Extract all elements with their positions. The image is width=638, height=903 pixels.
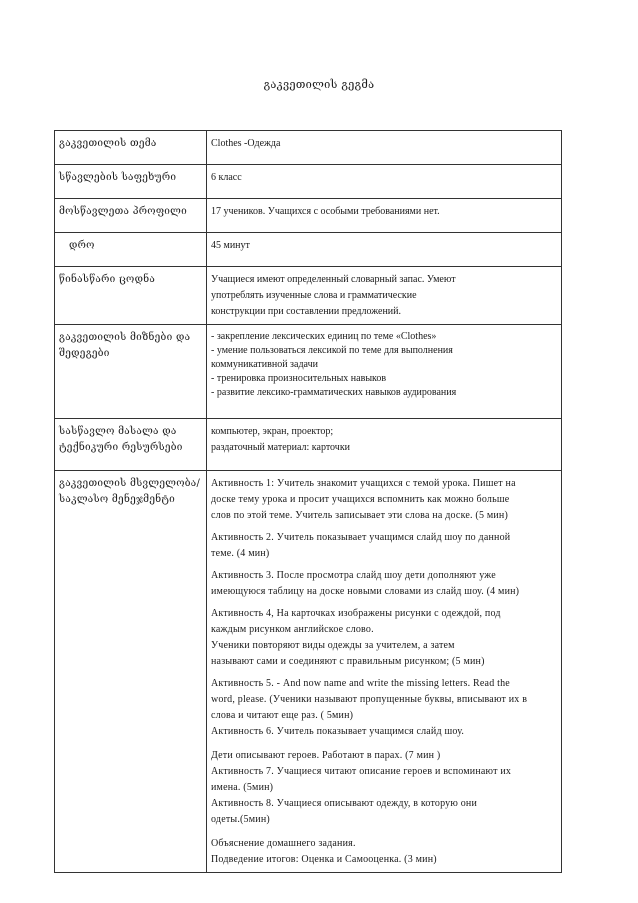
row-label-resources: სასწავლო მასალა და ტექნიკური რესურსები xyxy=(55,419,207,471)
text-line: Активность 2. Учитель показывает учащимся слайд шоу по данной xyxy=(211,532,511,543)
table-row xyxy=(55,471,562,873)
text-line: Учащиеся имеют определенный словарный запас. Умеют xyxy=(211,274,456,285)
text-line: слов по этой теме. Учитель записывает эти слова на доске. (5 мин) xyxy=(211,510,509,521)
text-line: word, please. (Ученики называют пропущенные буквы, вписывают их в xyxy=(211,694,528,705)
text-line: Активность 4, На карточках изображены рисунки с одеждой, под xyxy=(211,608,501,619)
text-line: компьютер, экран, проектор; xyxy=(211,426,334,437)
row-value-goals xyxy=(207,325,562,419)
text-line xyxy=(211,740,557,748)
row-label-level: სწავლების საფეხური xyxy=(55,165,207,199)
row-value-profile: 17 учеников. Учащихся с особыми требованиями нет. xyxy=(207,199,562,233)
text-line: Активность 3. После просмотра слайд шоу дети дополняют уже xyxy=(211,570,496,581)
text-line: называют сами и соединяют с правильным рисунком; (5 мин) xyxy=(211,656,485,667)
table-row xyxy=(55,131,562,165)
text-line: конструкции при составлении предложений. xyxy=(211,306,402,317)
text-line: раздаточный материал: карточки xyxy=(211,442,351,453)
text-line: Активность 1: Учитель знакомит учащихся с темой урока. Пишет на xyxy=(211,478,516,489)
text-line: Ученики повторяют виды одежды за учителем, а затем xyxy=(211,640,455,651)
text-line: имена. (5мин) xyxy=(211,782,274,793)
text-line: - развитие лексико-грамматических навыков аудирования xyxy=(211,387,457,398)
row-value-topic: Clothes -Одежда xyxy=(207,131,562,165)
activity-block xyxy=(211,568,557,600)
text-line: слова и читают еще раз. ( 5мин) xyxy=(211,710,354,721)
text-line: Активность 8. Учащиеся описывают одежду, в которую они xyxy=(211,798,478,809)
activity-block xyxy=(211,606,557,670)
row-value-resources xyxy=(207,419,562,471)
lesson-plan-table xyxy=(54,130,562,873)
table-row xyxy=(55,199,562,233)
text-line: Активность 6. Учитель показывает учащимся слайд шоу. xyxy=(211,726,465,737)
document-title: გაკვეთილის გეგმა xyxy=(263,78,375,91)
text-line: одеты.(5мин) xyxy=(211,814,270,825)
text-line: каждым рисунком английское слово. xyxy=(211,624,374,635)
text-line: теме. (4 мин) xyxy=(211,548,270,559)
row-label-time: დრო xyxy=(55,233,207,267)
activity-block xyxy=(211,530,557,562)
text-line: Объяснение домашнего задания. xyxy=(211,838,356,849)
activity-block xyxy=(211,476,557,524)
table-row xyxy=(55,233,562,267)
text-line: Подведение итогов: Оценка и Самооценка. (3 мин) xyxy=(211,854,437,865)
row-label-topic: გაკვეთილის თემა xyxy=(55,131,207,165)
text-line: - тренировка произносительных навыков xyxy=(211,373,387,384)
row-label-profile: მოსწავლეთა პროფილი xyxy=(55,199,207,233)
text-line: употреблять изученные слова и грамматические xyxy=(211,290,417,301)
table-row xyxy=(55,267,562,325)
text-line: - закрепление лексических единиц по теме «Clothes» xyxy=(211,331,437,342)
text-line: имеющуюся таблицу на доске новыми словами из слайд шоу. (4 мин) xyxy=(211,586,520,597)
row-label-process: გაკვეთილის მსვლელობა/საკლასო მენეჯმენტი xyxy=(55,471,207,873)
row-label-goals: გაკვეთილის მიზნები და შედეგები xyxy=(55,325,207,419)
text-line: Активность 7. Учащиеся читают описание героев и вспоминают их xyxy=(211,766,512,777)
text-line: коммуникативной задачи xyxy=(211,359,318,370)
activity-block xyxy=(211,676,557,868)
row-value-prior xyxy=(207,267,562,325)
table-row xyxy=(55,325,562,419)
row-value-time: 45 минут xyxy=(207,233,562,267)
text-line: доске тему урока и просит учащихся вспомнить как можно больше xyxy=(211,494,510,505)
row-value-level: 6 класс xyxy=(207,165,562,199)
row-label-prior: წინასწარი ცოდნა xyxy=(55,267,207,325)
table-row xyxy=(55,419,562,471)
text-line: Дети описывают героев. Работают в парах. (7 мин ) xyxy=(211,750,441,761)
table-row xyxy=(55,165,562,199)
text-line xyxy=(211,828,557,836)
text-line: Активность 5. - And now name and write the missing letters. Read the xyxy=(211,678,510,689)
text-line: - умение пользоваться лексикой по теме для выполнения xyxy=(211,345,453,356)
row-value-process xyxy=(207,471,562,873)
